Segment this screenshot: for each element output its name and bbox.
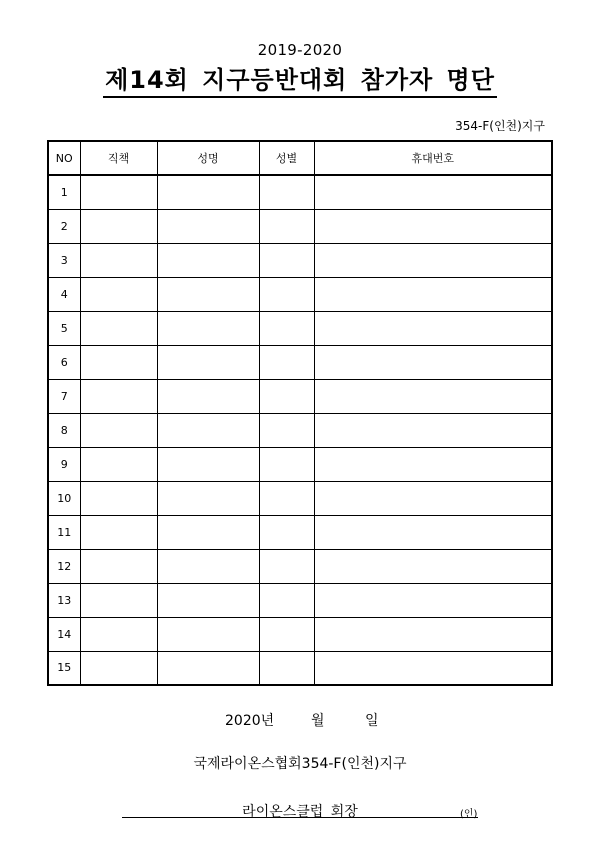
cell-gender[interactable] xyxy=(259,583,314,617)
table-row xyxy=(48,515,552,549)
cell-phone[interactable] xyxy=(314,583,552,617)
cell-position[interactable] xyxy=(80,277,157,311)
cell-gender[interactable] xyxy=(259,413,314,447)
cell-position[interactable] xyxy=(80,481,157,515)
cell-name[interactable] xyxy=(157,447,259,481)
date-day: 일 xyxy=(365,713,379,729)
cell-gender[interactable] xyxy=(259,209,314,243)
cell-gender[interactable] xyxy=(259,447,314,481)
cell-gender[interactable] xyxy=(259,549,314,583)
cell-position[interactable] xyxy=(80,447,157,481)
table-row xyxy=(48,311,552,345)
cell-position[interactable] xyxy=(80,583,157,617)
cell-phone[interactable] xyxy=(314,379,552,413)
table-row xyxy=(48,175,552,209)
cell-gender[interactable] xyxy=(259,617,314,651)
signature-line xyxy=(122,817,478,818)
table-row xyxy=(48,243,552,277)
column-header-position: 직책 xyxy=(80,141,157,175)
cell-gender[interactable] xyxy=(259,277,314,311)
cell-no: 14 xyxy=(48,617,80,651)
cell-name[interactable] xyxy=(157,243,259,277)
cell-name[interactable] xyxy=(157,515,259,549)
cell-phone[interactable] xyxy=(314,311,552,345)
table-row xyxy=(48,277,552,311)
cell-gender[interactable] xyxy=(259,175,314,209)
column-header-no: NO xyxy=(48,141,80,175)
participant-table xyxy=(47,140,553,686)
cell-name[interactable] xyxy=(157,549,259,583)
cell-position[interactable] xyxy=(80,651,157,685)
cell-no: 5 xyxy=(48,311,80,345)
table-row xyxy=(48,549,552,583)
cell-phone[interactable] xyxy=(314,345,552,379)
cell-position[interactable] xyxy=(80,515,157,549)
cell-phone[interactable] xyxy=(314,277,552,311)
cell-phone[interactable] xyxy=(314,209,552,243)
cell-no: 8 xyxy=(48,413,80,447)
cell-gender[interactable] xyxy=(259,481,314,515)
cell-gender[interactable] xyxy=(259,311,314,345)
column-header-phone: 휴대번호 xyxy=(314,141,552,175)
cell-name[interactable] xyxy=(157,583,259,617)
cell-position[interactable] xyxy=(80,413,157,447)
cell-no: 9 xyxy=(48,447,80,481)
cell-name[interactable] xyxy=(157,311,259,345)
cell-no: 10 xyxy=(48,481,80,515)
cell-gender[interactable] xyxy=(259,651,314,685)
cell-position[interactable] xyxy=(80,311,157,345)
cell-no: 11 xyxy=(48,515,80,549)
cell-phone[interactable] xyxy=(314,243,552,277)
cell-no: 6 xyxy=(48,345,80,379)
table-row xyxy=(48,617,552,651)
cell-no: 7 xyxy=(48,379,80,413)
cell-no: 3 xyxy=(48,243,80,277)
cell-phone[interactable] xyxy=(314,651,552,685)
table-header-row xyxy=(48,141,552,175)
document-title: 제14회 지구등반대회 참가자 명단 xyxy=(103,66,497,98)
cell-name[interactable] xyxy=(157,413,259,447)
table-row xyxy=(48,447,552,481)
cell-name[interactable] xyxy=(157,345,259,379)
cell-no: 2 xyxy=(48,209,80,243)
cell-name[interactable] xyxy=(157,651,259,685)
cell-phone[interactable] xyxy=(314,481,552,515)
cell-name[interactable] xyxy=(157,209,259,243)
season-year: 2019-2020 xyxy=(257,41,343,59)
cell-position[interactable] xyxy=(80,345,157,379)
column-header-name: 성명 xyxy=(157,141,259,175)
table-row xyxy=(48,379,552,413)
table-row xyxy=(48,651,552,685)
cell-gender[interactable] xyxy=(259,515,314,549)
cell-no: 15 xyxy=(48,651,80,685)
table-row xyxy=(48,345,552,379)
cell-gender[interactable] xyxy=(259,345,314,379)
cell-no: 13 xyxy=(48,583,80,617)
district-label: 354-F(인천)지구 xyxy=(455,119,545,133)
table-row xyxy=(48,413,552,447)
cell-position[interactable] xyxy=(80,549,157,583)
table-row xyxy=(48,481,552,515)
date-year: 2020년 xyxy=(225,713,275,729)
cell-position[interactable] xyxy=(80,175,157,209)
cell-phone[interactable] xyxy=(314,515,552,549)
cell-no: 4 xyxy=(48,277,80,311)
club-president-label: 라이온스클럽 회장 xyxy=(242,804,358,820)
cell-phone[interactable] xyxy=(314,447,552,481)
document-title-wrap xyxy=(0,66,600,98)
cell-name[interactable] xyxy=(157,481,259,515)
table-row xyxy=(48,209,552,243)
cell-name[interactable] xyxy=(157,617,259,651)
association-name: 국제라이온스협회354-F(인천)지구 xyxy=(193,756,407,772)
cell-phone[interactable] xyxy=(314,549,552,583)
cell-no: 1 xyxy=(48,175,80,209)
cell-phone[interactable] xyxy=(314,175,552,209)
cell-phone[interactable] xyxy=(314,617,552,651)
column-header-gender: 성별 xyxy=(259,141,314,175)
cell-gender[interactable] xyxy=(259,379,314,413)
cell-no: 12 xyxy=(48,549,80,583)
cell-phone[interactable] xyxy=(314,413,552,447)
seal-mark: (인) xyxy=(460,809,478,820)
cell-gender[interactable] xyxy=(259,243,314,277)
cell-name[interactable] xyxy=(157,379,259,413)
cell-position[interactable] xyxy=(80,209,157,243)
cell-name[interactable] xyxy=(157,175,259,209)
date-month: 월 xyxy=(311,713,325,729)
cell-position[interactable] xyxy=(80,617,157,651)
cell-name[interactable] xyxy=(157,277,259,311)
table-row xyxy=(48,583,552,617)
cell-position[interactable] xyxy=(80,379,157,413)
cell-position[interactable] xyxy=(80,243,157,277)
